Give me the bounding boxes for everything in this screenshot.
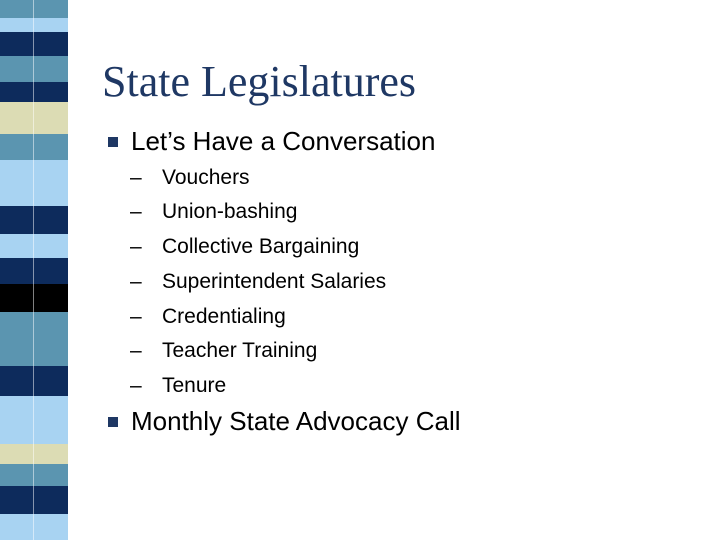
subitem	[130, 200, 297, 224]
dash-glyph: –	[130, 374, 142, 397]
subitem-text: Teacher Training	[162, 339, 318, 362]
stripe-block	[0, 312, 68, 344]
stripe-block	[0, 284, 68, 312]
stripe-block	[0, 134, 68, 160]
stripe-block	[0, 182, 68, 206]
subitem-text: Credentialing	[162, 305, 286, 328]
stripe-block	[0, 0, 68, 18]
dash-glyph: –	[130, 166, 142, 189]
stripe-block	[0, 258, 68, 284]
bullet-conversation	[108, 126, 435, 157]
subitem	[130, 339, 317, 363]
stripe-block	[0, 102, 68, 134]
stripe-block	[0, 206, 68, 234]
stripe-block	[0, 396, 68, 418]
stripe-block	[0, 160, 68, 182]
dash-glyph: –	[130, 339, 142, 362]
stripe-block	[0, 464, 68, 486]
decorative-stripe	[0, 0, 68, 540]
slide-title: State Legislatures	[102, 57, 417, 106]
stripe-block	[0, 366, 68, 396]
stripe-block	[0, 418, 68, 444]
dash-glyph: –	[130, 235, 142, 258]
dash-glyph: –	[130, 270, 142, 293]
stripe-block	[0, 82, 68, 102]
subitem	[130, 235, 359, 259]
dash-glyph: –	[130, 200, 142, 223]
stripe-block	[0, 18, 68, 32]
bullet-advocacy-call	[108, 406, 461, 437]
subitem	[130, 270, 386, 294]
subitem-text: Vouchers	[162, 166, 250, 189]
stripe-block	[0, 344, 68, 366]
square-bullet-icon	[108, 137, 118, 147]
bullet-text: Monthly State Advocacy Call	[131, 406, 461, 436]
stripe-block	[0, 56, 68, 82]
stripe-block	[0, 32, 68, 56]
subitem-text: Superintendent Salaries	[162, 270, 387, 293]
subitem	[130, 305, 286, 329]
dash-glyph: –	[130, 305, 142, 328]
subitem-text: Union-bashing	[162, 200, 298, 223]
stripe-block	[0, 234, 68, 258]
stripe-divider	[33, 0, 34, 540]
subitem	[130, 374, 226, 398]
stripe-block	[0, 444, 68, 464]
subitem-text: Collective Bargaining	[162, 235, 360, 258]
square-bullet-icon	[108, 417, 118, 427]
subitem-text: Tenure	[162, 374, 227, 397]
bullet-text: Let’s Have a Conversation	[131, 126, 436, 156]
stripe-block	[0, 514, 68, 540]
stripe-block	[0, 486, 68, 514]
subitem	[130, 166, 250, 190]
